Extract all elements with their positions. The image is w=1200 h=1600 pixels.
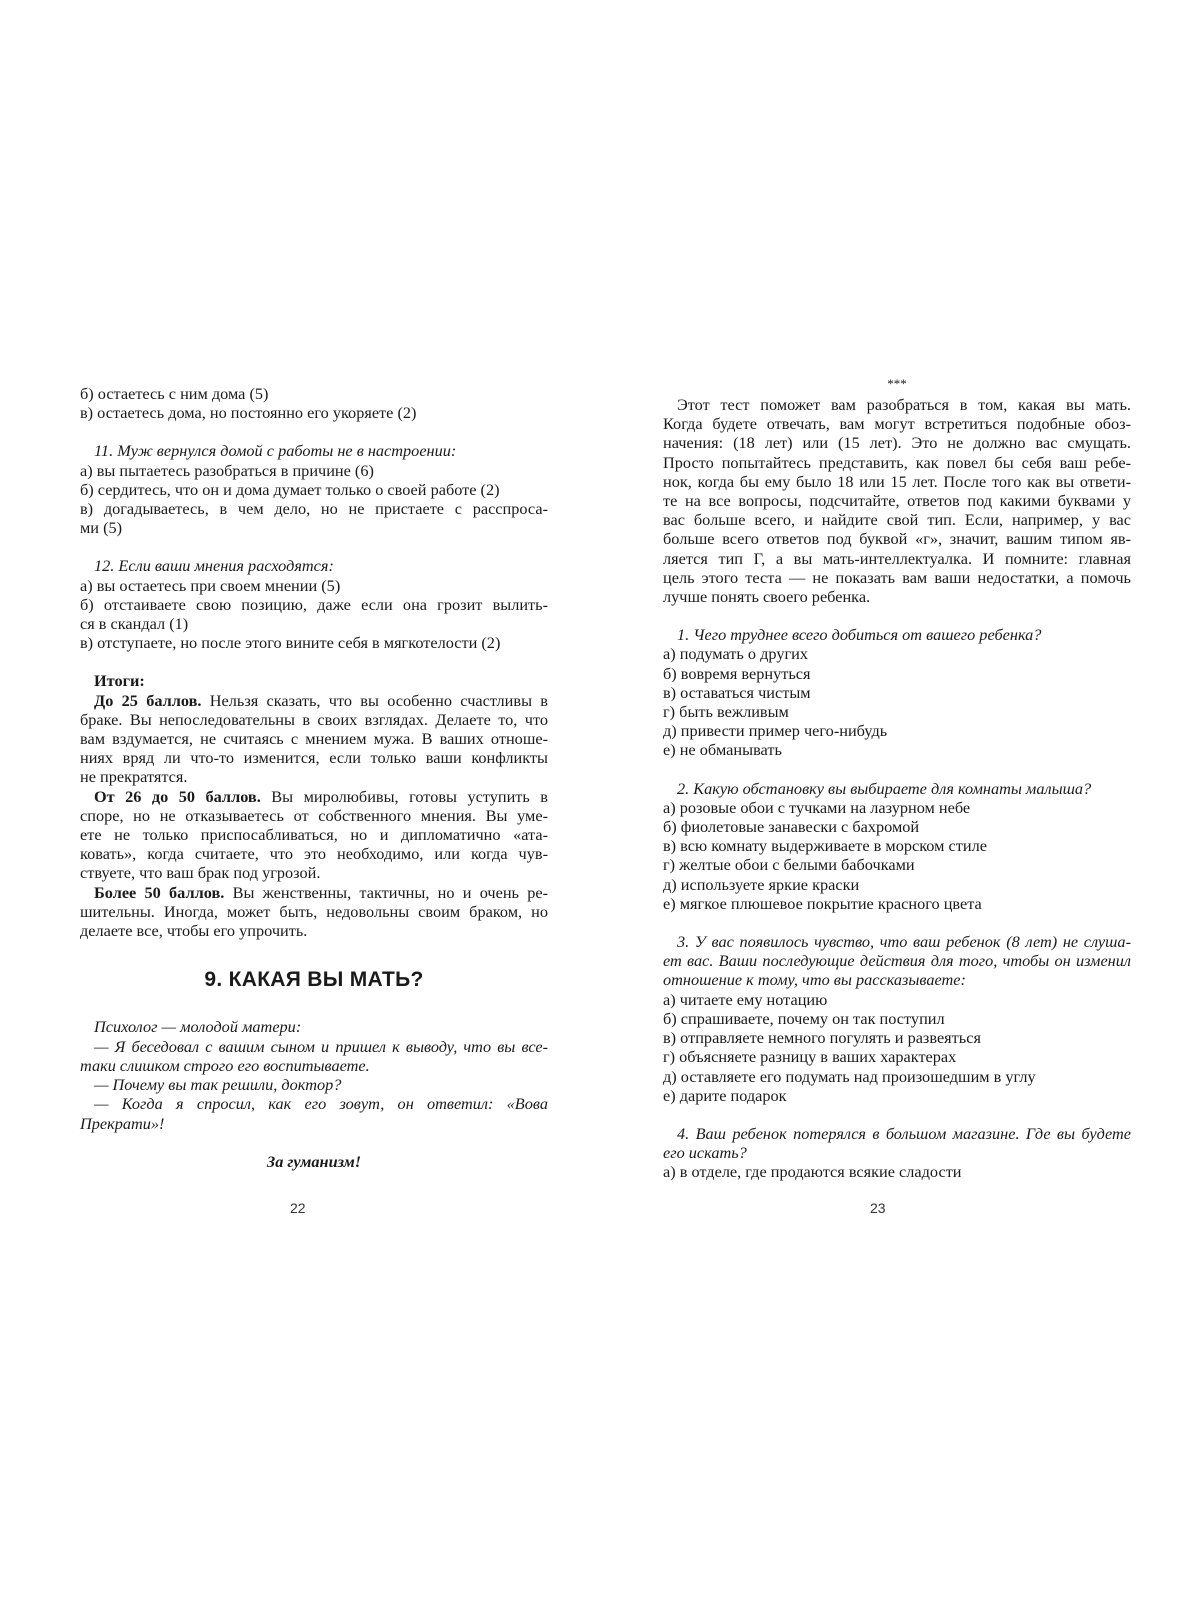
option-line: а) розовые обои с тучками на лазурном небе (663, 797, 971, 817)
intro-line: начения: (18 лет) или (15 лет). Это не должно вас смущать. (663, 433, 1131, 453)
result-line: споре, но не отказываетесь от собственного мнения. Вы уме- (80, 805, 548, 825)
result-line: ете не только приспосабливаться, но и дипломатично «ата- (80, 825, 548, 845)
question-3-cont: ет вас. Ваши последующие действия для того, чтобы он изменил (663, 951, 1131, 971)
result-line: ствуете, что ваш брак под угрозой. (80, 863, 321, 883)
result-first-line: От 26 до 50 баллов. Вы миролюбивы, готовы уступить в (94, 786, 548, 806)
signoff: За гуманизм! (266, 1151, 362, 1171)
joke-line: Психолог — молодой матери: (94, 1017, 302, 1037)
option-line: б) остаетесь с ним дома (5) (80, 384, 269, 403)
option-line: б) сердитесь, что он и дома думает только о своей работе (2) (80, 479, 500, 499)
option-line: д) используете яркие краски (663, 874, 860, 894)
intro-line: вас больше всего, и найдите свой тип. Если, например, у вас (663, 510, 1131, 530)
question-11: 11. Муж вернулся домой с работы не в настроении: (94, 441, 457, 461)
question-3-cont: отношение к тому, что вы рассказываете: (663, 970, 966, 990)
joke-line: — Я беседовал с вашим сыном и пришел к выводу, что вы все- (94, 1036, 548, 1056)
intro-line: Этот тест поможет вам разобраться в том, какая вы мать. (677, 395, 1131, 414)
joke-line: Прекрати»! (80, 1113, 165, 1133)
question-4-cont: его искать? (663, 1143, 747, 1163)
result-first-line: Более 50 баллов. Вы женственны, тактичны, но и очень ре- (94, 882, 548, 902)
option-line: в) оставаться чистым (663, 682, 811, 702)
question-1: 1. Чего труднее всего добиться от вашего ребенка? (677, 625, 1042, 645)
option-line: в) остаетесь дома, но постоянно его укоряете (2) (80, 403, 417, 423)
page-number-left: 22 (290, 1200, 306, 1216)
intro-line: Когда будете отвечать, вам могут встретиться подобные обоз- (663, 414, 1131, 434)
intro-line: больше всего ответов под буквой «г», значит, вашим типом яв- (663, 529, 1131, 549)
option-line: а) в отделе, где продаются всякие сладости (663, 1162, 962, 1182)
option-line: б) спрашиваете, почему он так поступил (663, 1008, 945, 1028)
result-line: вам вздумается, не считаясь с мнением мужа. В ваших отноше- (80, 729, 548, 749)
result-label: Более 50 баллов. (94, 882, 225, 902)
option-line: в) отступаете, но после этого вините себя в мягкотелости (2) (80, 633, 501, 653)
option-line: ся в скандал (1) (80, 614, 189, 634)
option-line: г) быть вежливым (663, 702, 789, 722)
intro-line: нок, когда бы ему было 18 или 15 лет. После того как вы ответи- (663, 471, 1131, 491)
result-line: шительны. Иногда, может быть, недовольны своим браком, но (80, 901, 548, 921)
option-line: б) отстаиваете свою позицию, даже если она грозит вылить- (80, 594, 548, 614)
intro-line: те на все вопросы, подсчитайте, ответов под какими буквами у (663, 491, 1131, 511)
option-line: а) читаете ему нотацию (663, 989, 828, 1009)
option-line: е) не обманывать (663, 740, 782, 760)
result-line: ниях вряд ли что-то изменится, если только ваши конфликты (80, 748, 548, 768)
joke-line: — Почему вы так решили, доктор? (94, 1075, 342, 1095)
intro-line: цель этого теста — не показать вам ваши недостатки, а помочь (663, 567, 1131, 587)
intro-line: лучше понять своего ребенка. (663, 587, 871, 607)
option-line: а) подумать о других (663, 644, 809, 664)
option-line: в) догадываетесь, в чем дело, но не пристаете с расспроса- (80, 499, 548, 519)
joke-line: таки слишком строго его воспитываете. (80, 1055, 370, 1075)
option-line: г) объясняете разницу в ваших характерах (663, 1047, 957, 1067)
question-3: 3. У вас появилось чувство, что ваш ребенок (8 лет) не слуша- (677, 932, 1131, 952)
option-line: б) вовремя вернуться (663, 663, 811, 683)
result-line: не прекратятся. (80, 767, 188, 787)
option-line: а) вы остаетесь при своем мнении (5) (80, 575, 341, 595)
page-number-right: 23 (870, 1200, 886, 1216)
question-2: 2. Какую обстановку вы выбираете для комнаты малыша? (677, 778, 1092, 798)
joke-line: — Когда я спросил, как его зовут, он ответил: «Вова (94, 1094, 548, 1114)
question-4: 4. Ваш ребенок потерялся в большом магазине. Где вы будете (677, 1123, 1131, 1143)
option-line: д) оставляете его подумать над произошедшим в углу (663, 1066, 1036, 1086)
option-line: д) привести пример чего-нибудь (663, 721, 888, 741)
option-line: г) желтые обои с белыми бабочками (663, 855, 915, 875)
option-line: в) всю комнату выдерживаете в морском стиле (663, 836, 987, 856)
left-page (80, 384, 548, 1171)
question-12: 12. Если ваши мнения расходятся: (94, 556, 334, 576)
result-line: браке. Вы непоследовательны в своих взглядах. Делаете то, что (80, 709, 548, 729)
results-title: Итоги: (94, 671, 145, 691)
result-label: От 26 до 50 баллов. (94, 786, 261, 806)
right-page (663, 378, 1131, 1182)
intro-line: Просто попытайтесь представить, как повел бы себя ваш ребе- (663, 452, 1131, 472)
result-line: делаете все, чтобы его упрочить. (80, 921, 308, 941)
option-line: в) отправляете немного погулять и развеяться (663, 1028, 981, 1048)
result-label: До 25 баллов. (94, 690, 202, 710)
section-divider: *** (887, 376, 907, 391)
option-line: б) фиолетовые занавески с бахромой (663, 817, 920, 837)
section-heading: 9. КАКАЯ ВЫ МАТЬ? (204, 968, 424, 992)
option-line: е) дарите подарок (663, 1085, 787, 1105)
option-line: е) мягкое плюшевое покрытие красного цвета (663, 893, 982, 913)
result-first-line: До 25 баллов. Нельзя сказать, что вы особенно счастливы в (94, 690, 548, 710)
result-line: ковать», когда считаете, что это необходимо, или когда чув- (80, 844, 548, 864)
intro-line: ляется тип Г, а вы мать-интеллектуалка. И помните: главная (663, 548, 1131, 568)
option-line: ми (5) (80, 518, 123, 538)
option-line: а) вы пытаетесь разобраться в причине (6) (80, 460, 374, 480)
